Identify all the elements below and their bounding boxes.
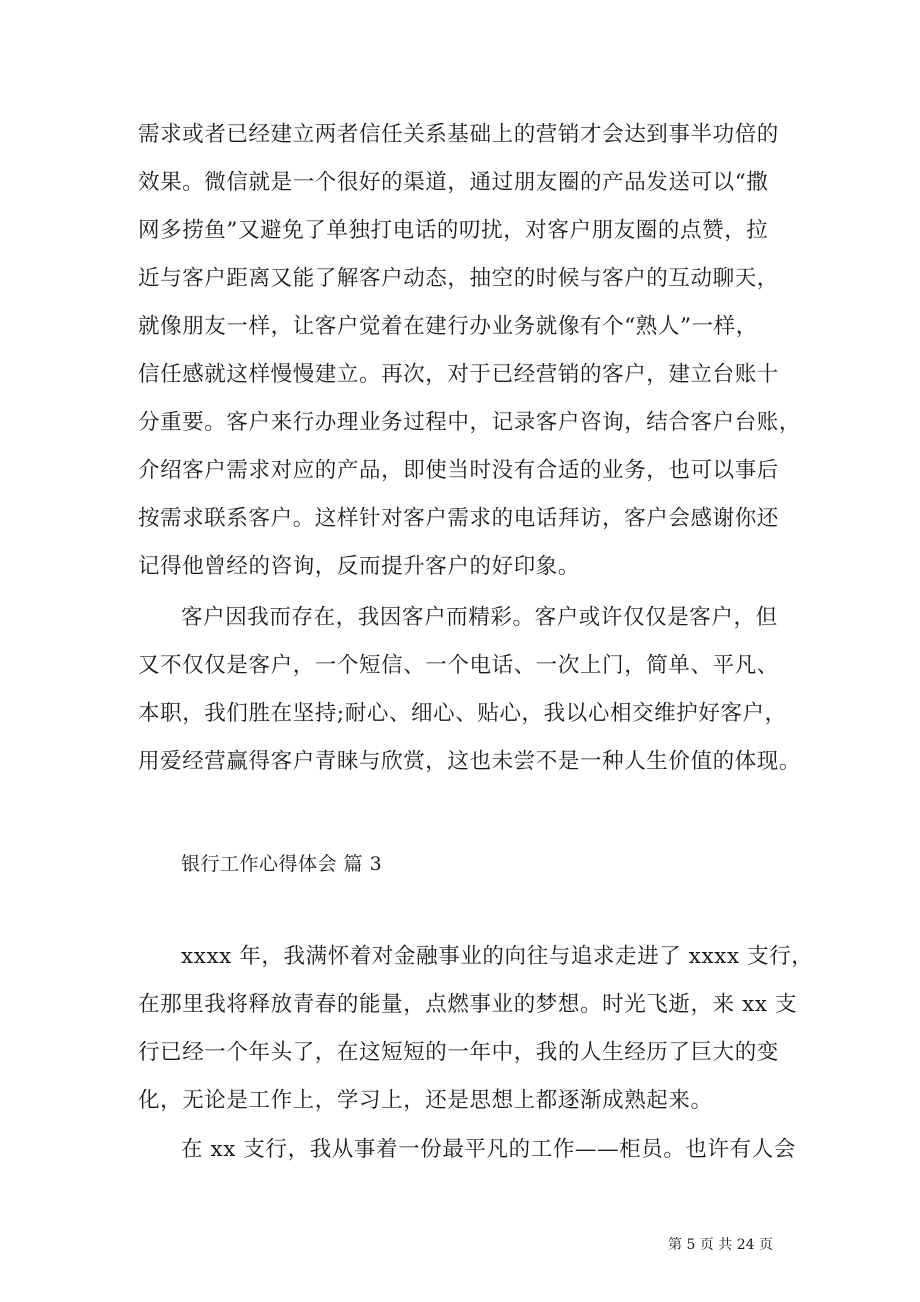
text-line: 客户因我而存在，我因客户而精彩。客户或许仅仅是客户，但: [181, 605, 778, 630]
text-line: 近与客户距离又能了解客户动态，抽空的时候与客户的互动聊天，: [138, 266, 779, 291]
text-line: 信任感就这样慢慢建立。再次，对于已经营销的客户，建立台账十: [138, 362, 779, 387]
page-number-footer: 第 5 页 共 24 页: [668, 1237, 773, 1253]
text-line: 需求或者已经建立两者信任关系基础上的营销才会达到事半功倍的: [138, 122, 779, 147]
text-line: 记得他曾经的咨询，反而提升客户的好印象。: [138, 554, 581, 579]
text-line: xxxx 年，我满怀着对金融事业的向往与追求走进了 xxxx 支行，: [181, 944, 814, 969]
text-line: 效果。微信就是一个很好的渠道，通过朋友圈的产品发送可以“撒: [138, 170, 769, 195]
text-line: 用爱经营赢得客户青睐与欣赏，这也未尝不是一种人生价值的体现。: [138, 749, 802, 774]
section-heading: 银行工作心得体会 篇 3: [181, 853, 383, 875]
text-line: 在 xx 支行，我从事着一份最平凡的工作——柜员。也许有人会: [181, 1137, 796, 1162]
text-line: 分重要。客户来行办理业务过程中，记录客户咨询，结合客户台账，: [138, 410, 802, 435]
text-line: 按需求联系客户。这样针对客户需求的电话拜访，客户会感谢你还: [138, 506, 779, 531]
text-line: 又不仅仅是客户，一个短信、一个电话、一次上门，简单、平凡、: [138, 653, 779, 678]
text-line: 行已经一个年头了，在这短短的一年中，我的人生经历了巨大的变: [138, 1040, 779, 1065]
text-line: 本职，我们胜在坚持;耐心、细心、贴心，我以心相交维护好客户，: [138, 701, 787, 726]
text-line: 就像朋友一样，让客户觉着在建行办业务就像有个“熟人”一样，: [138, 314, 758, 339]
text-line: 化，无论是工作上，学习上，还是思想上都逐渐成熟起来。: [138, 1088, 713, 1113]
text-line: 在那里我将释放青春的能量，点燃事业的梦想。时光飞逝，来 xx 支: [138, 992, 798, 1017]
text-line: 介绍客户需求对应的产品，即使当时没有合适的业务，也可以事后: [138, 458, 779, 483]
text-line: 网多捞鱼”又避免了单独打电话的叨扰，对客户朋友圈的点赞，拉: [138, 218, 769, 243]
